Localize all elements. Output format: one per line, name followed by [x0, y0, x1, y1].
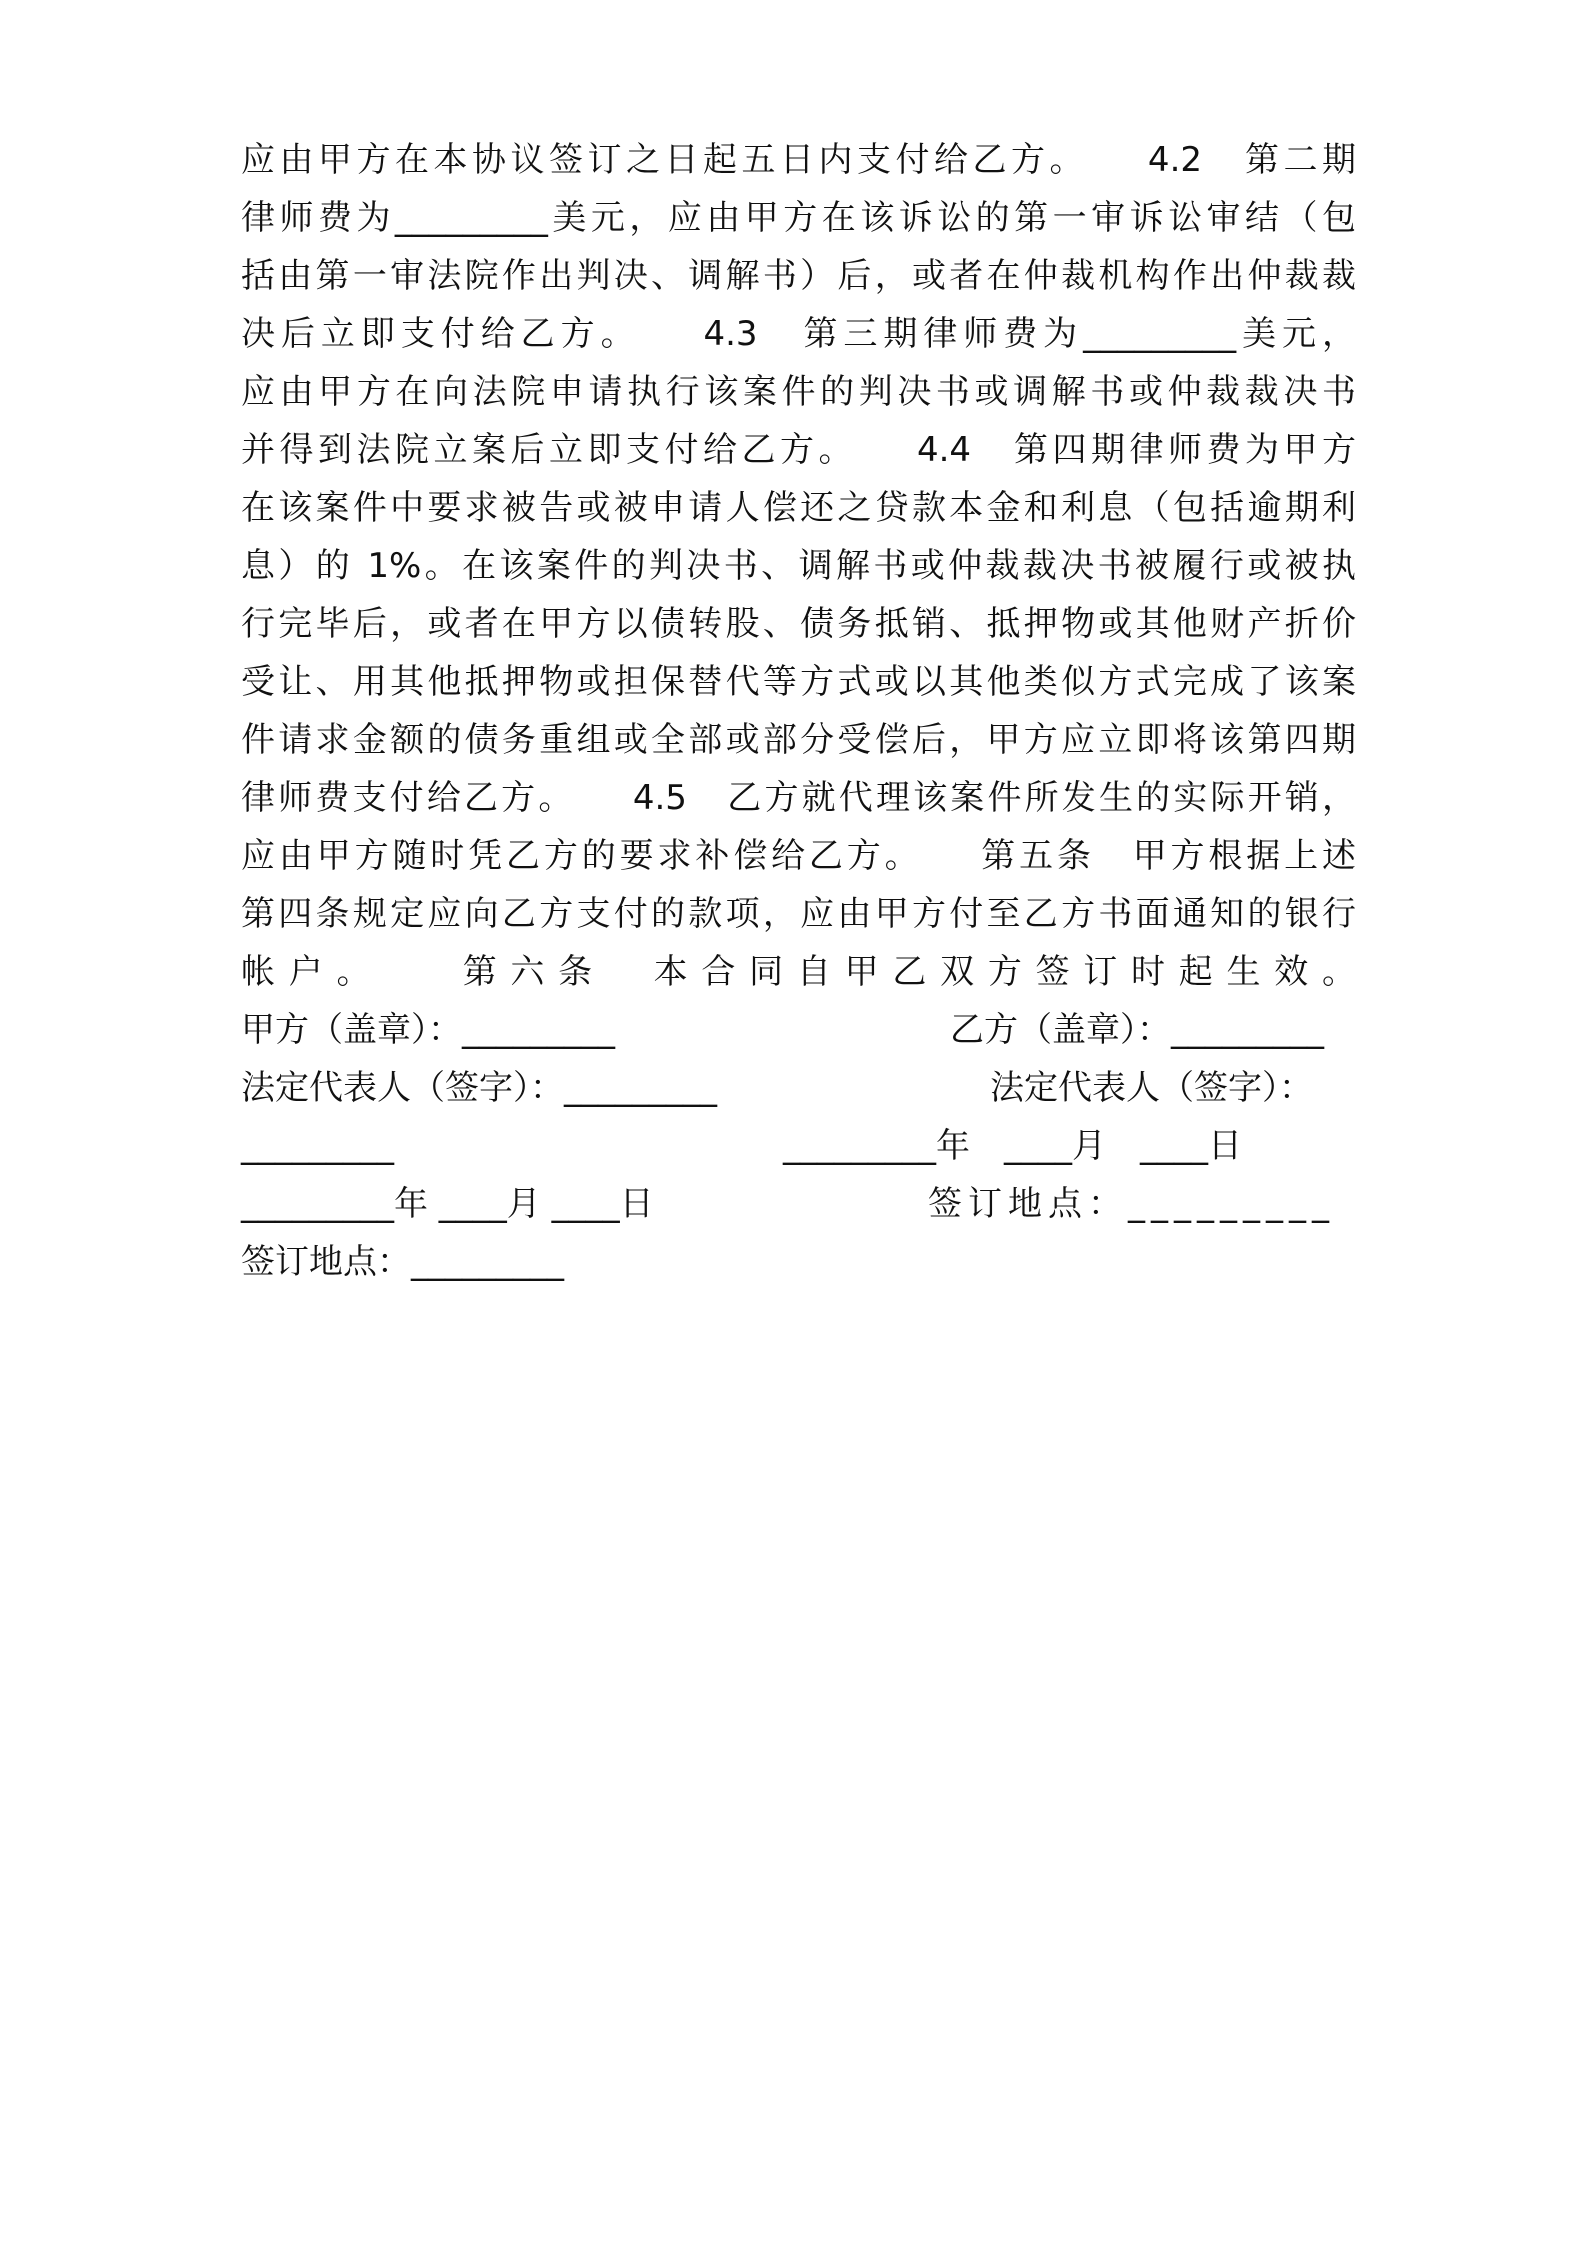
paragraph-line-7: 在该案件中要求被告或被申请人偿还之贷款本金和利息（包括逾期利 [241, 488, 1356, 528]
party-a-seal: 甲方（盖章）：_________ [241, 1010, 615, 1050]
party-a-signing-place: 签订地点：_________ [241, 1242, 564, 1282]
paragraph-line-6: 并得到法院立案后立即支付给乙方。 4.4 第四期律师费为甲方 [241, 430, 1356, 470]
paragraph-line-10: 受让、用其他抵押物或担保替代等方式或以其他类似方式完成了该案 [241, 662, 1356, 702]
party-b-date: _________年 ____月 ____日 [783, 1126, 1242, 1166]
paragraph-line-9: 行完毕后，或者在甲方以债转股、债务抵销、抵押物或其他财产折价 [241, 604, 1356, 644]
paragraph-line-2: 律师费为_________美元，应由甲方在该诉讼的第一审诉讼审结（包 [241, 198, 1356, 238]
party-b-representative: 法定代表人（签字）： [990, 1068, 1313, 1108]
paragraph-line-12: 律师费支付给乙方。 4.5 乙方就代理该案件所发生的实际开销， [241, 778, 1356, 818]
paragraph-line-5: 应由甲方在向法院申请执行该案件的判决书或调解书或仲裁裁决书 [241, 372, 1356, 412]
party-a-representative: 法定代表人（签字）：_________ [241, 1068, 717, 1108]
paragraph-line-8: 息）的 1%。在该案件的判决书、调解书或仲裁裁决书被履行或被执 [241, 546, 1356, 586]
party-a-date: _________年 ____月 ____日 [241, 1184, 654, 1224]
party-b-representative-blank: _________ [241, 1126, 394, 1166]
paragraph-line-4: 决后立即支付给乙方。 4.3 第三期律师费为_________美元， [241, 314, 1356, 354]
paragraph-line-15: 帐户。 第六条 本合同自甲乙双方签订时起生效。 [241, 952, 1356, 992]
paragraph-line-13: 应由甲方随时凭乙方的要求补偿给乙方。 第五条 甲方根据上述 [241, 836, 1356, 876]
paragraph-line-14: 第四条规定应向乙方支付的款项，应由甲方付至乙方书面通知的银行 [241, 894, 1356, 934]
paragraph-line-3: 括由第一审法院作出判决、调解书）后，或者在仲裁机构作出仲裁裁 [241, 256, 1356, 296]
paragraph-line-1: 应由甲方在本协议签订之日起五日内支付给乙方。 4.2 第二期 [241, 140, 1356, 180]
party-b-seal: 乙方（盖章）：_________ [950, 1010, 1324, 1050]
paragraph-line-11: 件请求金额的债务重组或全部或部分受偿后，甲方应立即将该第四期 [241, 720, 1356, 760]
party-b-signing-place: 签订地点：_________ [928, 1184, 1335, 1224]
